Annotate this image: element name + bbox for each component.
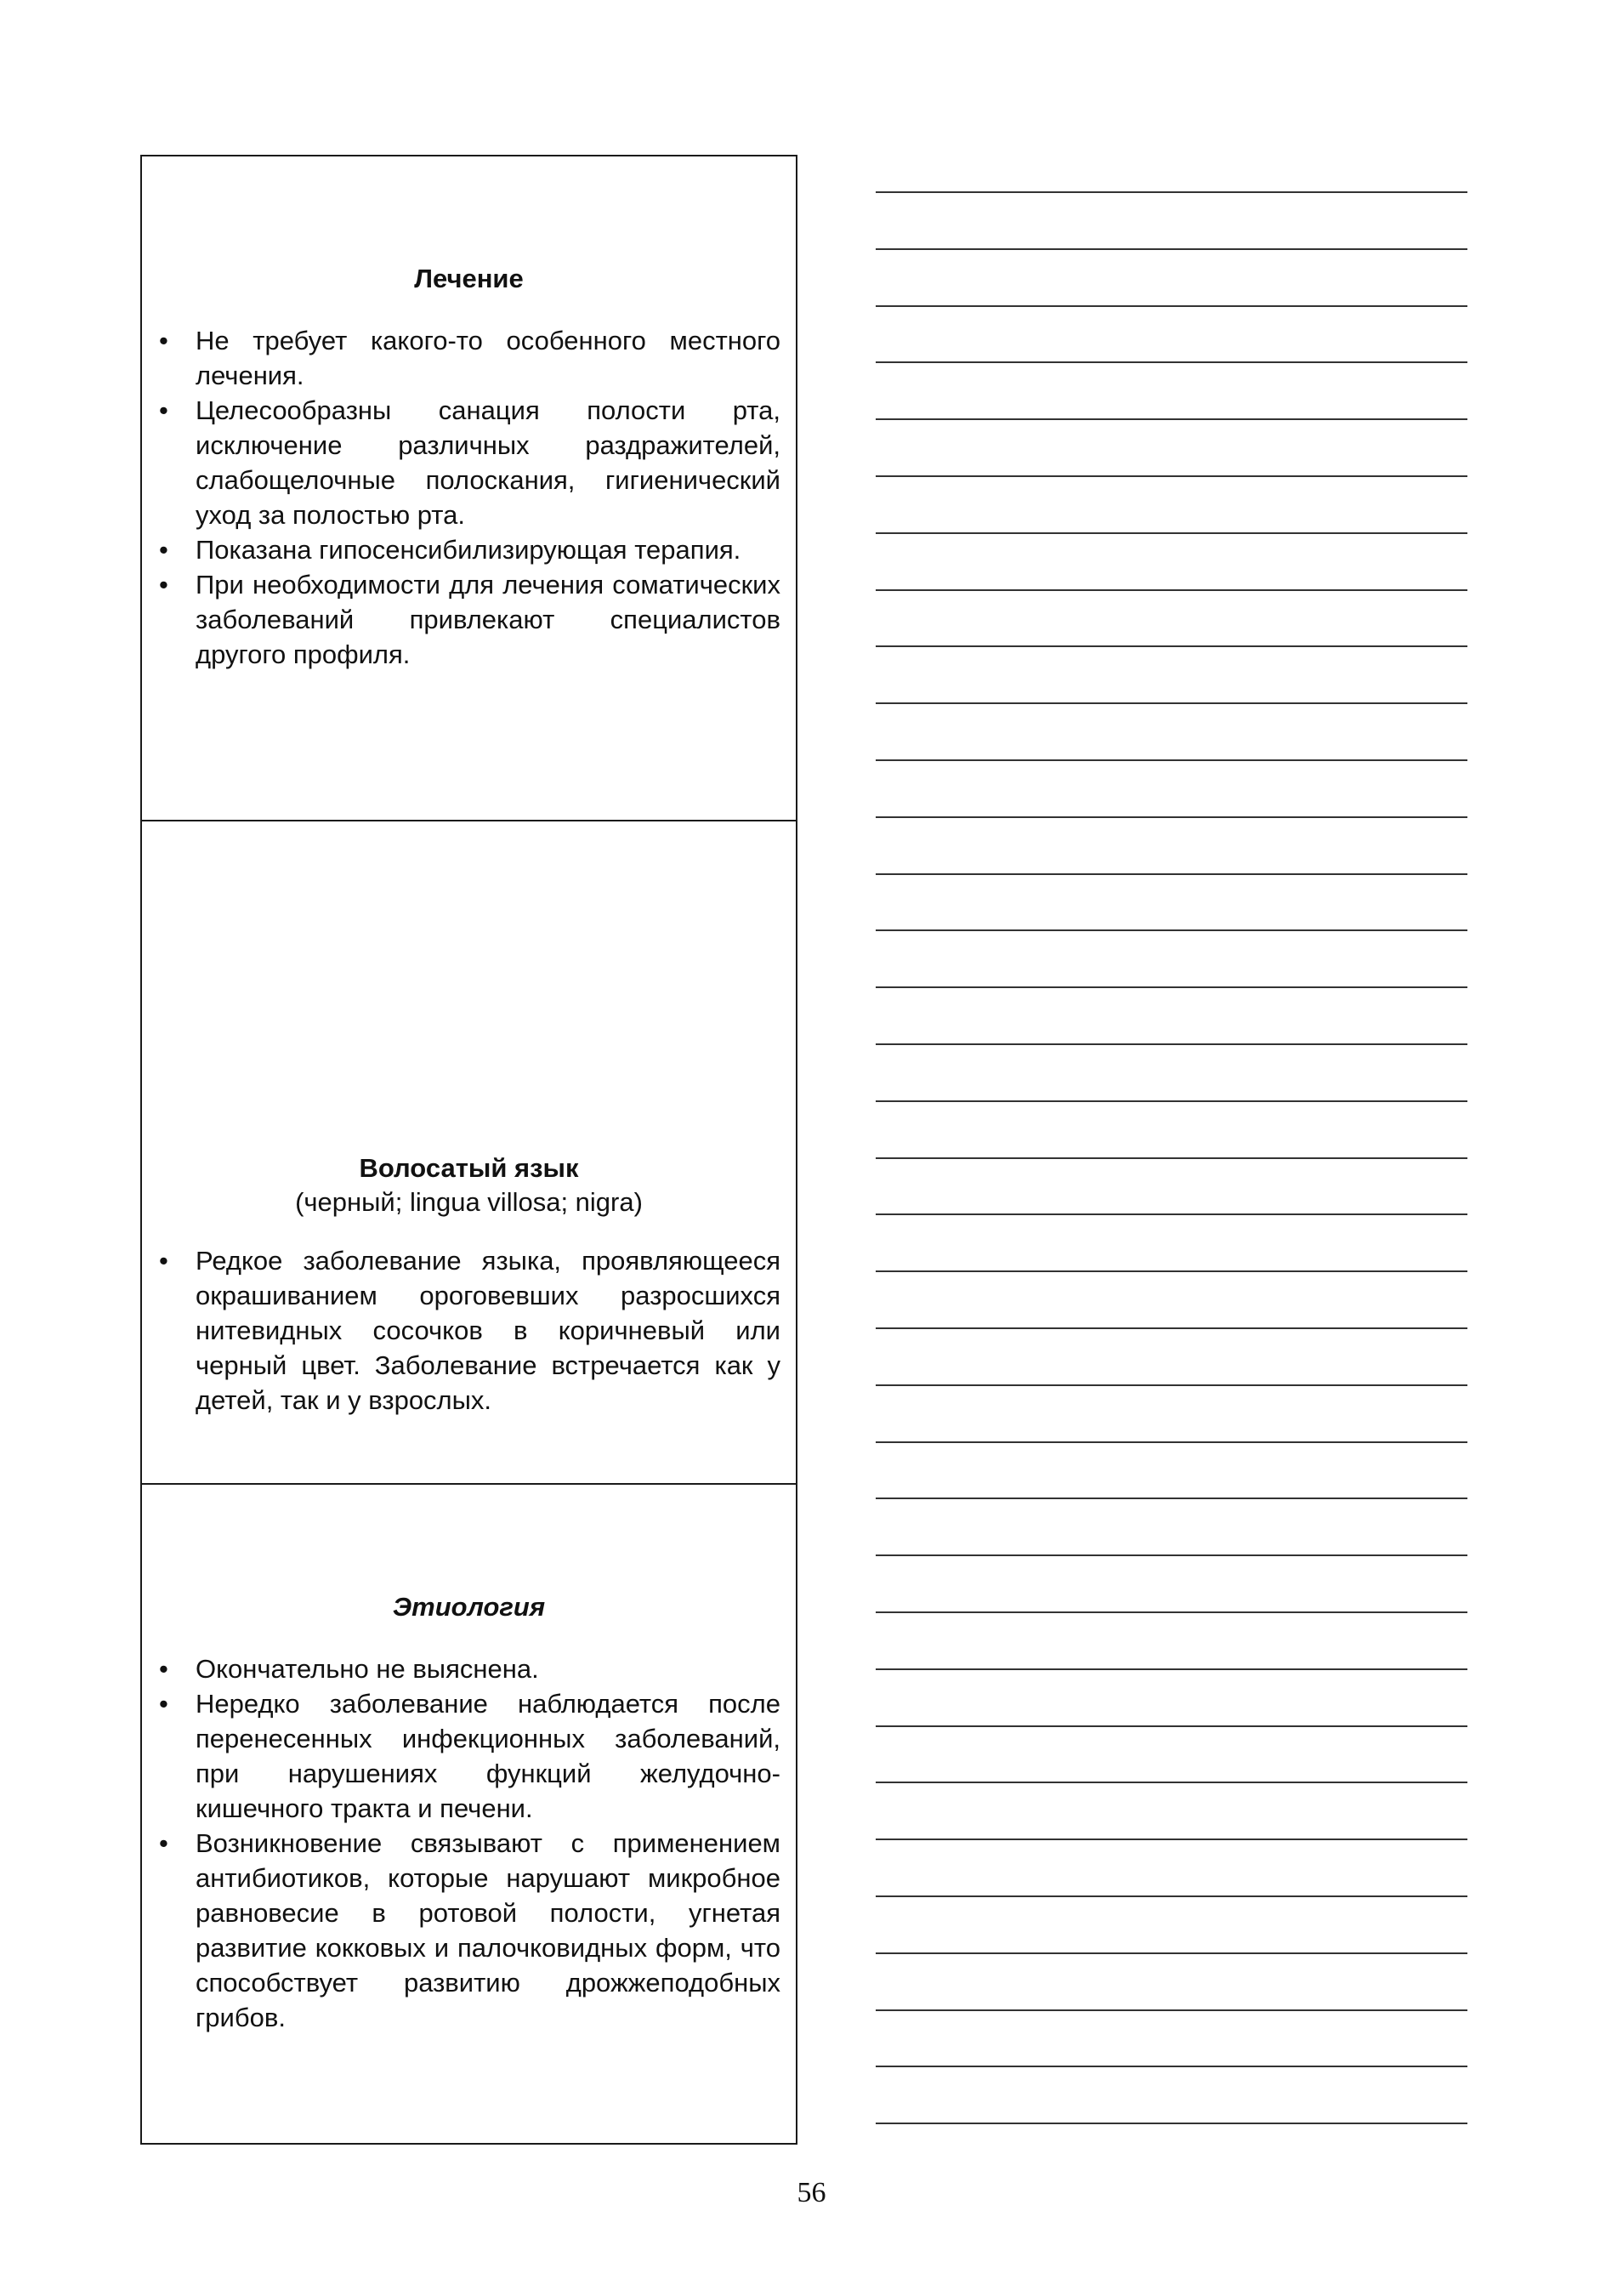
flashcard-column bbox=[140, 155, 797, 2145]
ruled-line bbox=[876, 1668, 1467, 1670]
card-subtitle: (черный; lingua villosa; nigra) bbox=[295, 1187, 643, 1217]
bullet-icon: • bbox=[159, 1828, 168, 1858]
list-item-text: Показана гипосенсибилизирующая терапия. bbox=[196, 535, 741, 565]
ruled-line bbox=[876, 361, 1467, 363]
ruled-line bbox=[876, 1725, 1467, 1727]
ruled-line bbox=[876, 1782, 1467, 1783]
list-item bbox=[157, 1243, 780, 1418]
list-item bbox=[157, 567, 780, 672]
bullet-list bbox=[157, 323, 780, 672]
card-hairy-tongue bbox=[142, 820, 796, 1483]
ruled-line bbox=[876, 475, 1467, 477]
bullet-icon: • bbox=[159, 1246, 168, 1276]
ruled-line bbox=[876, 2066, 1467, 2067]
card-title: Этиология bbox=[392, 1592, 546, 1622]
bullet-icon: • bbox=[159, 1689, 168, 1719]
ruled-line bbox=[876, 1611, 1467, 1613]
ruled-line bbox=[876, 645, 1467, 647]
list-item bbox=[157, 1651, 780, 1686]
list-item-text: Не требует какого-то особенного местного лечения. bbox=[196, 326, 780, 390]
ruled-line bbox=[876, 702, 1467, 704]
ruled-line bbox=[876, 929, 1467, 931]
bullet-icon: • bbox=[159, 570, 168, 600]
page-number: 56 bbox=[797, 2177, 826, 2208]
ruled-line bbox=[876, 589, 1467, 591]
list-item-text: При необходимости для лечения соматических заболеваний привлекают специалистов другого профиля. bbox=[196, 570, 780, 669]
list-item bbox=[157, 1826, 780, 2035]
ruled-line bbox=[876, 1327, 1467, 1329]
ruled-line bbox=[876, 1270, 1467, 1272]
ruled-line bbox=[876, 1952, 1467, 1954]
card-title: Лечение bbox=[414, 264, 524, 293]
list-item bbox=[157, 532, 780, 567]
ruled-line bbox=[876, 1839, 1467, 1840]
bullet-list bbox=[157, 1651, 780, 2035]
bullet-icon: • bbox=[159, 535, 168, 565]
list-item-text: Нередко заболевание наблюдается после перенесенных инфекционных заболеваний, при нарушениях функций желудочно-кишечного тракта и печени. bbox=[196, 1689, 780, 1823]
ruled-line bbox=[876, 2009, 1467, 2011]
ruled-line bbox=[876, 305, 1467, 307]
ruled-line bbox=[876, 1157, 1467, 1159]
bullet-list bbox=[157, 1243, 780, 1418]
ruled-line bbox=[876, 1384, 1467, 1386]
card-treatment bbox=[142, 156, 796, 820]
list-item bbox=[157, 1686, 780, 1826]
ruled-line bbox=[876, 1498, 1467, 1499]
ruled-line bbox=[876, 1100, 1467, 1102]
ruled-line bbox=[876, 1043, 1467, 1045]
ruled-line bbox=[876, 1554, 1467, 1556]
ruled-line bbox=[876, 816, 1467, 818]
list-item-text: Редкое заболевание языка, проявляющееся окрашиванием ороговевших разросшихся нитевидных сосочков в коричневый или черный цвет. Заболевание встречается как у детей, так и у взрослых. bbox=[196, 1246, 780, 1415]
bullet-icon: • bbox=[159, 326, 168, 355]
card-title: Волосатый язык bbox=[359, 1153, 579, 1183]
ruled-line bbox=[876, 418, 1467, 420]
card-etiology bbox=[142, 1483, 796, 2145]
ruled-line bbox=[876, 1441, 1467, 1443]
list-item-text: Окончательно не выяснена. bbox=[196, 1654, 539, 1684]
ruled-line bbox=[876, 759, 1467, 761]
ruled-line bbox=[876, 191, 1467, 193]
ruled-line bbox=[876, 2123, 1467, 2124]
bullet-icon: • bbox=[159, 1654, 168, 1684]
ruled-line bbox=[876, 986, 1467, 988]
list-item bbox=[157, 323, 780, 393]
list-item-text: Целесообразны санация полости рта, исключение различных раздражителей, слабощелочные полоскания, гигиенический уход за полостью рта. bbox=[196, 395, 780, 530]
ruled-line bbox=[876, 1895, 1467, 1897]
list-item-text: Возникновение связывают с применением антибиотиков, которые нарушают микробное равновесие в ротовой полости, угнетая развитие кокковых и палочковидных форм, что способствует развитию дрожжеподобных грибов. bbox=[196, 1828, 780, 2032]
ruled-line bbox=[876, 248, 1467, 250]
list-item bbox=[157, 393, 780, 532]
ruled-line bbox=[876, 1213, 1467, 1215]
ruled-line bbox=[876, 532, 1467, 534]
ruled-line bbox=[876, 873, 1467, 875]
bullet-icon: • bbox=[159, 395, 168, 425]
